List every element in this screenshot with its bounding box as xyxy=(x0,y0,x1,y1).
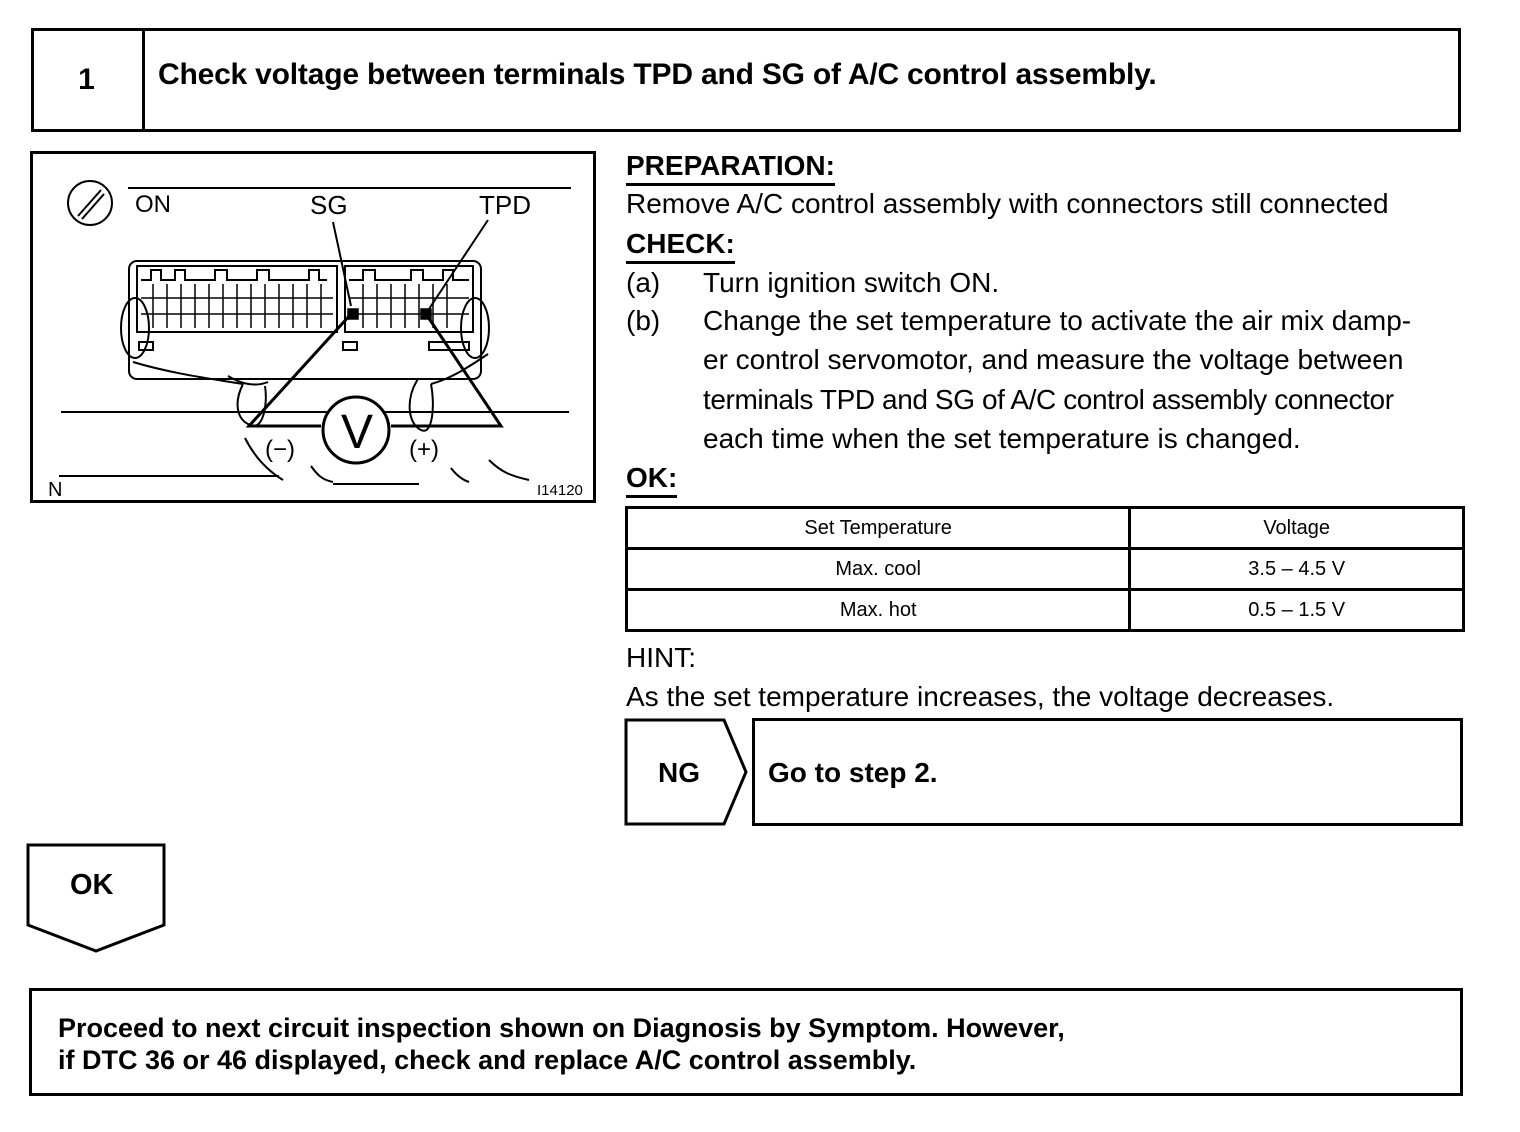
check-item-a-marker: (a) xyxy=(626,267,661,298)
table-row xyxy=(627,590,1464,631)
figure-code: I14120 xyxy=(537,482,583,499)
table-cell: 3.5 – 4.5 V xyxy=(1130,549,1464,590)
voltage-spec-table xyxy=(625,506,1465,632)
table-cell: Max. cool xyxy=(627,549,1130,590)
next-step-line-1: Proceed to next circuit inspection shown on Diagnosis by Symptom. However, xyxy=(58,1013,1065,1043)
corner-label: N xyxy=(48,479,63,501)
connector-body xyxy=(129,261,481,379)
next-step-line-2: if DTC 36 or 46 displayed, check and replace A/C control assembly. xyxy=(58,1045,917,1075)
negative-probe-label: (−) xyxy=(265,436,295,463)
ignition-key-icon xyxy=(68,181,112,225)
preparation-text: Remove A/C control assembly with connectors still connected xyxy=(626,188,1389,219)
check-item-b-marker: (b) xyxy=(626,305,661,336)
positive-probe-label: (+) xyxy=(409,436,439,463)
step-number: 1 xyxy=(31,28,145,132)
table-row xyxy=(627,549,1464,590)
check-heading: CHECK: xyxy=(626,228,735,264)
hint-heading: HINT: xyxy=(626,642,696,673)
table-cell: 0.5 – 1.5 V xyxy=(1130,590,1464,631)
sg-leader xyxy=(333,222,351,306)
connector-illustration xyxy=(33,154,599,506)
table-header-row xyxy=(627,508,1464,549)
ok-label: OK xyxy=(70,869,114,901)
table-header: Set Temperature xyxy=(627,508,1130,549)
hint-text: As the set temperature increases, the voltage decreases. xyxy=(626,681,1335,712)
sg-label: SG xyxy=(310,190,348,220)
check-item-b-line-4: each time when the set temperature is changed. xyxy=(703,423,1301,454)
ng-label: NG xyxy=(658,757,700,788)
next-step-text xyxy=(58,1012,1065,1076)
wiring-diagram xyxy=(30,151,596,503)
ng-instruction: Go to step 2. xyxy=(768,757,938,788)
tpd-label: TPD xyxy=(479,190,531,220)
check-item-b-line-1: Change the set temperature to activate the air mix damp- xyxy=(703,305,1412,336)
table-cell: Max. hot xyxy=(627,590,1130,631)
check-item-b-line-3: terminals TPD and SG of A/C control assembly connector xyxy=(703,384,1394,415)
check-item-b-line-2: er control servomotor, and measure the voltage between xyxy=(703,344,1404,375)
ignition-label: ON xyxy=(135,191,171,218)
ok-heading: OK: xyxy=(626,462,677,498)
terminal-grid xyxy=(141,284,469,328)
voltmeter-label: V xyxy=(341,406,374,459)
table-header: Voltage xyxy=(1130,508,1464,549)
step-title: Check voltage between terminals TPD and SG of A/C control assembly. xyxy=(158,58,1157,91)
check-item-a-text: Turn ignition switch ON. xyxy=(703,267,1000,298)
wire-harness xyxy=(133,354,488,431)
preparation-heading: PREPARATION: xyxy=(626,150,835,186)
